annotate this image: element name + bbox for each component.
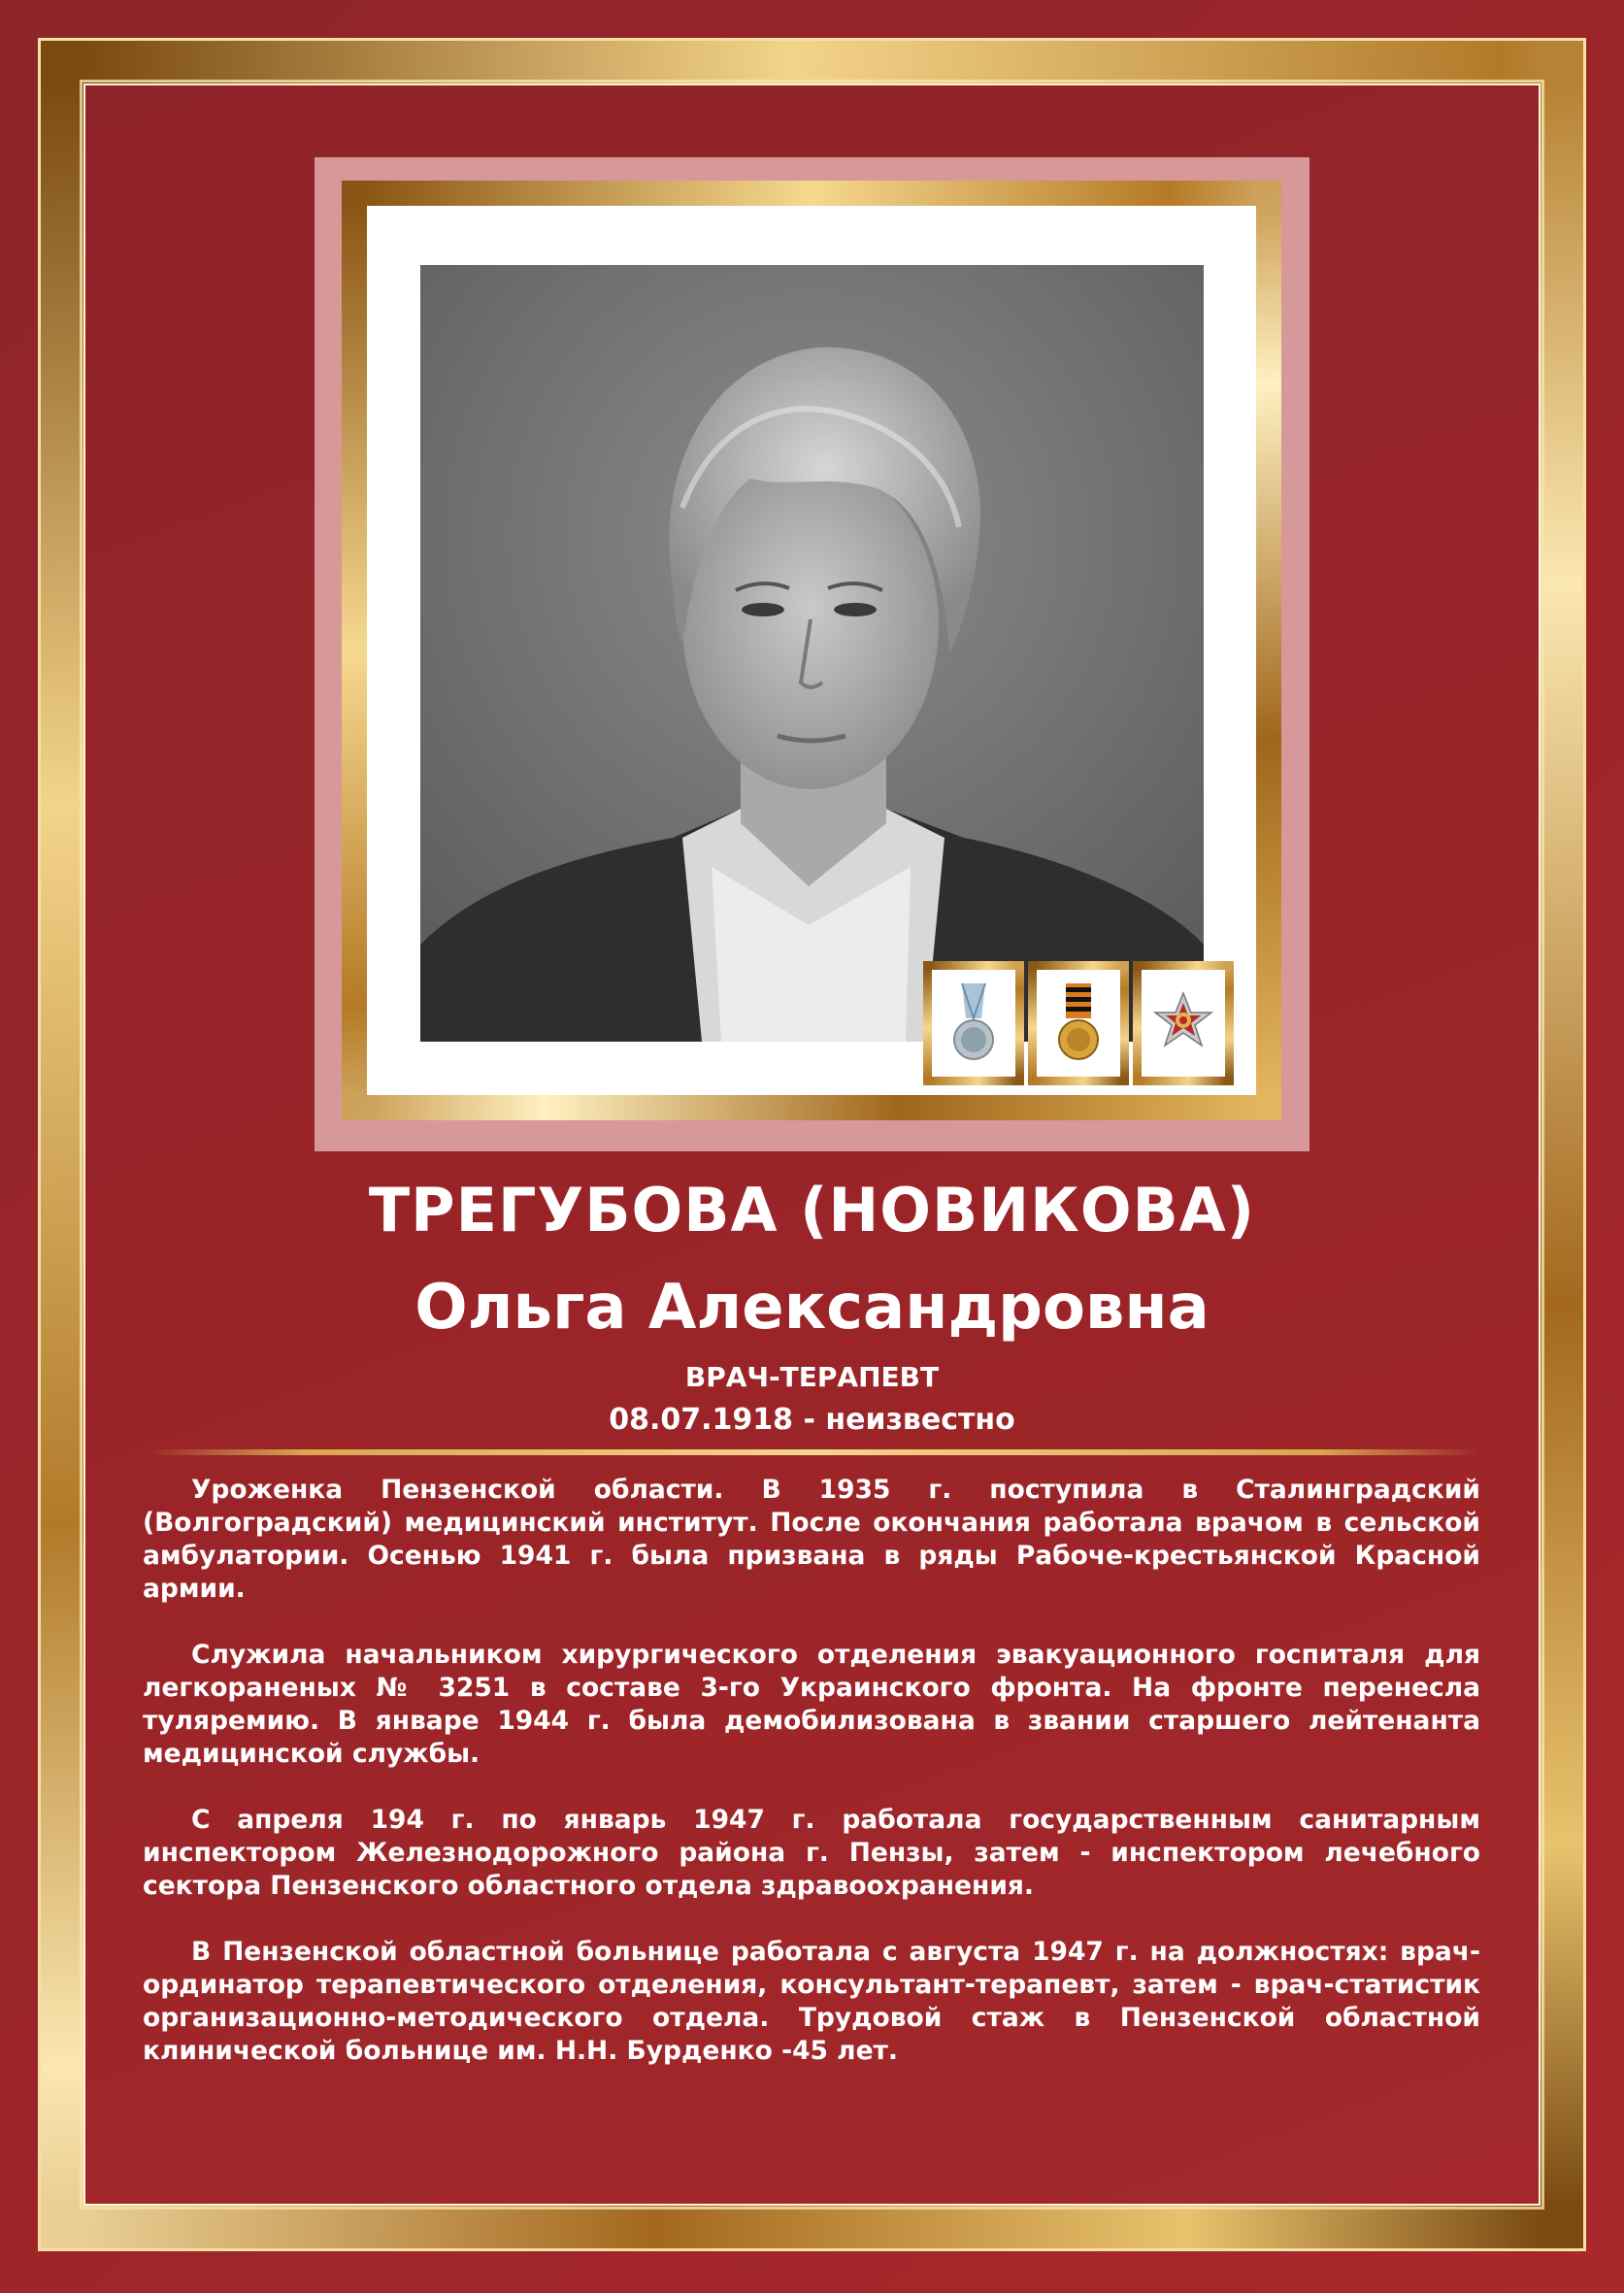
biography-paragraph: Уроженка Пензенской области. В 1935 г. поступила в Сталинградский (Волгоградский) медицинский институт. После окончания работала врачом в сельской амбулатории. Осенью 1941 г. была призвана в ряды Рабоче-крестьянской Красной армии.	[143, 1475, 1480, 1604]
biography-paragraph: В Пензенской областной больнице работала с августа 1947 г. на должностях: врач-ординатор терапевтического отделения, консультант-терапевт, затем - врач-статистик организационно-методического отдела. Трудовой стаж в Пензенской областной клинической больнице им. Н.Н. Бурденко -45 лет.	[143, 1937, 1480, 2066]
medal-for-combat-merit-icon	[923, 961, 1024, 1085]
portrait-photo	[420, 265, 1204, 1042]
gold-divider	[146, 1449, 1478, 1455]
biography-paragraph: Служила начальником хирургического отделения эвакуационного госпиталя для легкораненых № 3251 в составе 3-го Украинского фронта. На фронте перенесла туляремию. В январе 1944 г. была демобилизована в звании старшего лейтенанта медицинской службы.	[143, 1640, 1480, 1769]
medal-for-victory-over-germany-icon	[1028, 961, 1129, 1085]
life-dates: 08.07.1918 - неизвестно	[609, 1403, 1015, 1437]
biography	[143, 1474, 1480, 2101]
order-of-patriotic-war-icon	[1133, 961, 1234, 1085]
position-label: ВРАЧ-ТЕРАПЕВТ	[684, 1361, 940, 1393]
given-names-heading: Ольга Александровна	[414, 1272, 1210, 1344]
surname-heading: ТРЕГУБОВА (НОВИКОВА)	[368, 1175, 1256, 1246]
biography-paragraph: С апреля 194 г. по январь 1947 г. работала государственным санитарным инспектором Железнодорожного района г. Пензы, затем - инспектором лечебного сектора Пензенского областного отдела здравоохранения.	[143, 1805, 1480, 1901]
